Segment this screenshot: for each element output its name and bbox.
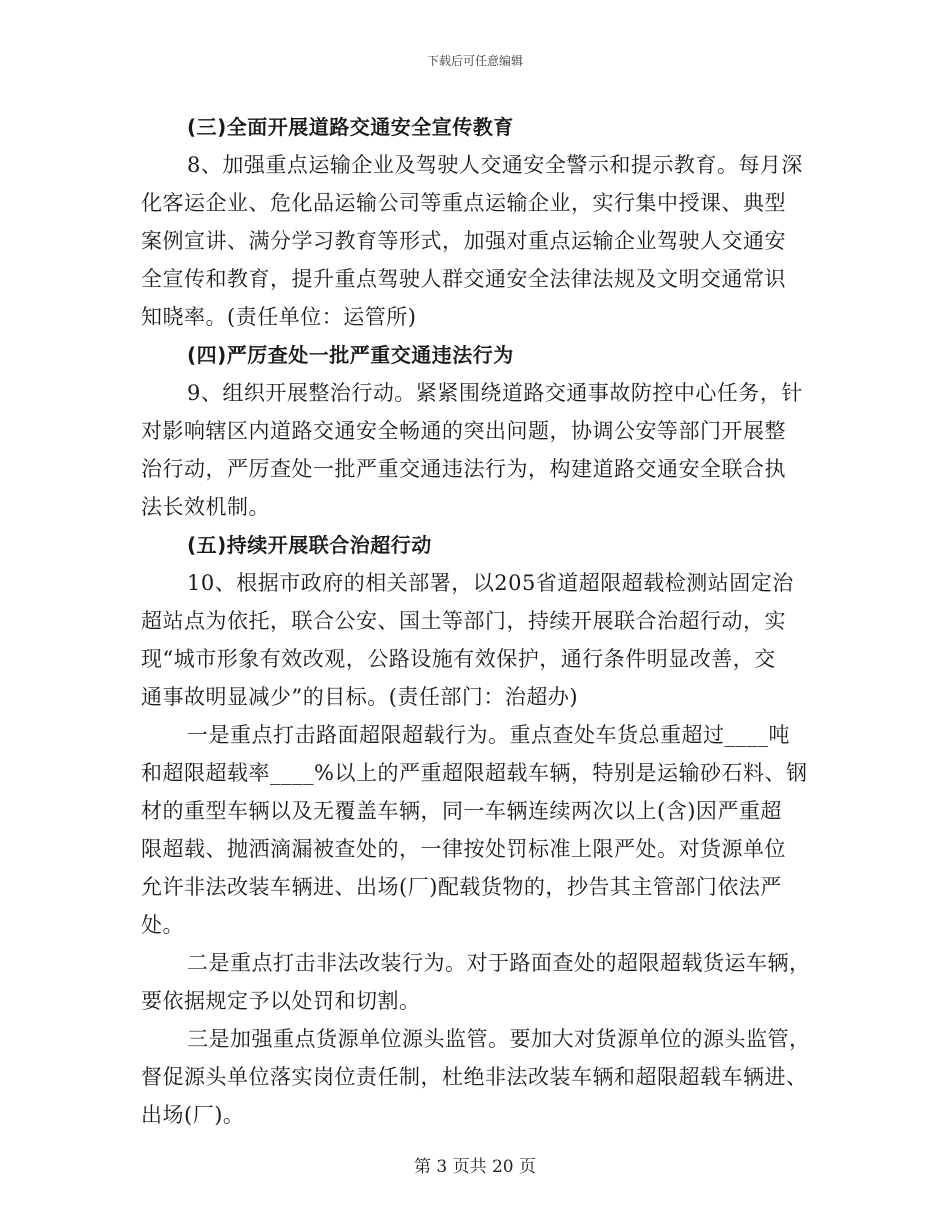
paragraph-line: 化客运企业、危化品运输公司等重点运输企业，实行集中授课、典型 [141, 191, 786, 215]
paragraph-line: 一是重点打击路面超限超载行为。重点查处车货总重超过____吨 [187, 723, 790, 747]
paragraph-line: 和超限超载率____%以上的严重超限超载车辆，特别是运输砂石料、钢 [141, 761, 808, 785]
paragraph-line: 全宣传和教育，提升重点驾驶人群交通安全法律法规及文明交通常识 [141, 267, 786, 291]
paragraph-line: 对影响辖区内道路交通安全畅通的突出问题，协调公安等部门开展整 [141, 419, 786, 443]
paragraph-line: 治行动，严厉查处一批严重交通违法行为，构建道路交通安全联合执 [141, 457, 786, 481]
paragraph-line: 法长效机制。 [141, 495, 270, 519]
paragraph-line: 案例宣讲、满分学习教育等形式，加强对重点运输企业驾驶人交通安 [141, 229, 786, 253]
paragraph-line: 出场(厂)。 [141, 1103, 245, 1127]
paragraph-line: 10、根据市政府的相关部署，以205省道超限超载检测站固定治 [187, 571, 794, 595]
page-number: 第 3 页共 20 页 [413, 1157, 537, 1177]
section-heading: (三)全面开展道路交通安全宣传教育 [187, 115, 514, 139]
paragraph-line: 三是加强重点货源单位源头监管。要加大对货源单位的源头监管， [187, 1027, 811, 1051]
document-body [141, 108, 809, 1134]
paragraph-line: 知晓率。(责任单位：运管所) [141, 305, 417, 329]
section-heading: (五)持续开展联合治超行动 [187, 533, 432, 557]
paragraph-line: 限超载、抛洒滴漏被查处的，一律按处罚标准上限严处。对货源单位 [141, 837, 786, 861]
section-heading: (四)严厉查处一批严重交通违法行为 [187, 343, 514, 367]
page-header-note: 下载后可任意编辑 [426, 54, 523, 68]
paragraph-line: 要依据规定予以处罚和切割。 [141, 989, 421, 1013]
paragraph-line: 二是重点打击非法改装行为。对于路面查处的超限超载货运车辆， [187, 951, 811, 975]
paragraph-line: 现“城市形象有效改观，公路设施有效保护，通行条件明显改善，交 [141, 647, 776, 671]
paragraph-line: 材的重型车辆以及无覆盖车辆，同一车辆连续两次以上(含)因严重超 [141, 799, 782, 823]
paragraph-line: 处。 [141, 913, 184, 937]
paragraph-line: 9、组织开展整治行动。紧紧围绕道路交通事故防控中心任务，针 [187, 381, 803, 405]
paragraph-line: 允许非法改装车辆进、出场(厂)配载货物的，抄告其主管部门依法严 [141, 875, 782, 899]
paragraph-line: 超站点为依托，联合公安、国土等部门，持续开展联合治超行动，实 [141, 609, 786, 633]
paragraph-line: 通事故明显减少”的目标。(责任部门：治超办) [141, 685, 579, 709]
paragraph-line: 8、加强重点运输企业及驾驶人交通安全警示和提示教育。每月深 [187, 153, 803, 177]
paragraph-line: 督促源头单位落实岗位责任制，杜绝非法改装车辆和超限超载车辆进、 [141, 1065, 808, 1089]
